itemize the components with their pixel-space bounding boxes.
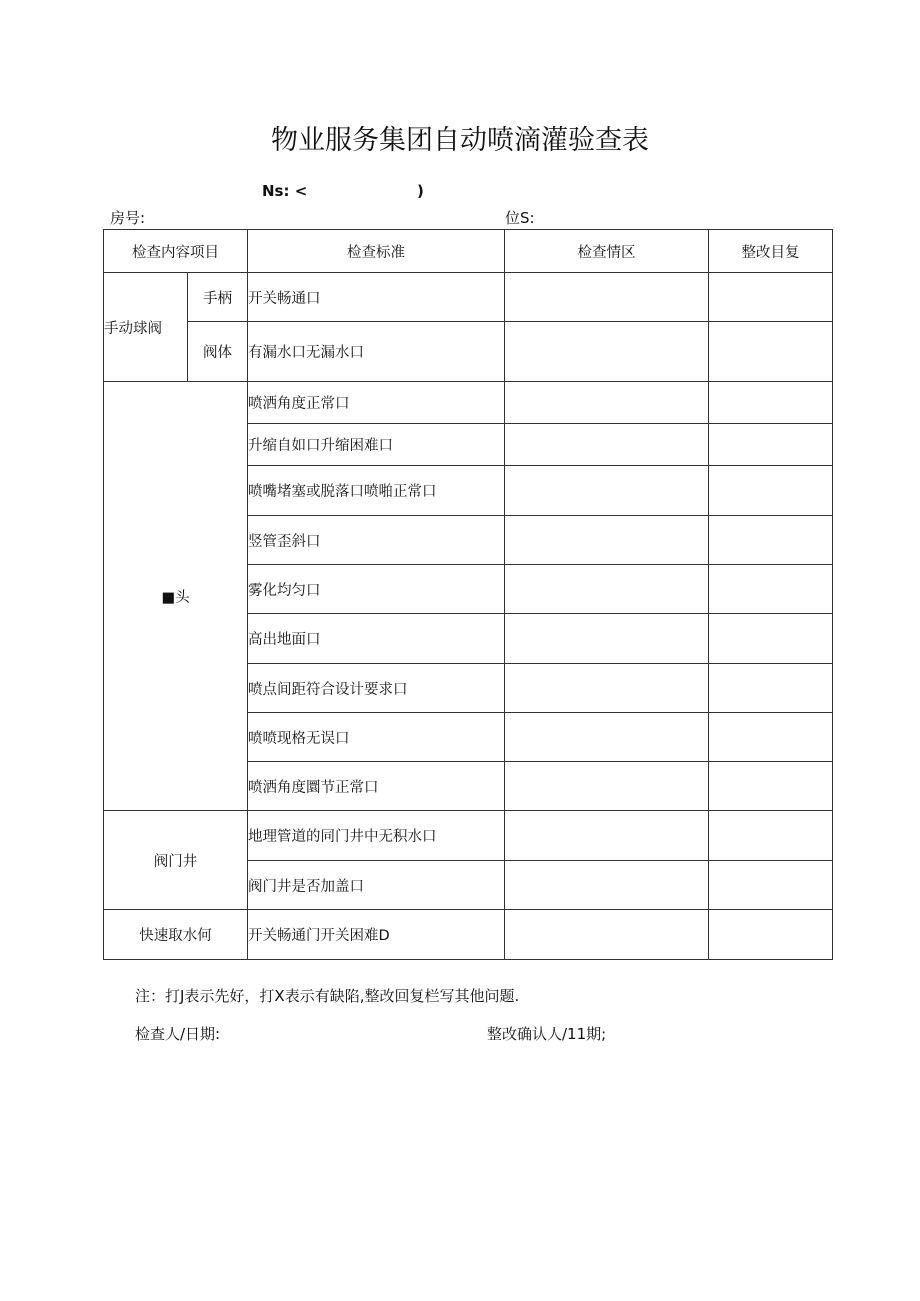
rectify-cell[interactable] <box>709 664 833 713</box>
group-valve-well: 阀门井 <box>104 811 248 910</box>
table-row <box>104 382 833 424</box>
standard-cell: 喷洒角度正常口 <box>248 382 505 424</box>
inspector-label: 检查人/日期: <box>135 1025 221 1043</box>
status-cell[interactable] <box>505 713 709 762</box>
group-hydrant: 快速取水何 <box>104 910 248 960</box>
status-cell[interactable] <box>505 424 709 466</box>
sub-body: 阀体 <box>188 322 248 382</box>
status-cell[interactable] <box>505 664 709 713</box>
rectify-cell[interactable] <box>709 811 833 861</box>
standard-cell: 竖管歪斜口 <box>248 516 505 565</box>
rectify-cell[interactable] <box>709 466 833 516</box>
status-cell[interactable] <box>505 762 709 811</box>
standard-cell: 喷喷现格无误口 <box>248 713 505 762</box>
position-label: 位S: <box>505 209 535 227</box>
rectify-cell[interactable] <box>709 762 833 811</box>
status-cell[interactable] <box>505 614 709 664</box>
rectify-cell[interactable] <box>709 614 833 664</box>
inspection-table <box>103 229 833 960</box>
table-header-row <box>104 230 833 273</box>
form-number-close: ) <box>417 182 424 200</box>
form-number-label: Ns: < <box>262 182 308 200</box>
standard-cell: 雾化均匀口 <box>248 565 505 614</box>
status-cell[interactable] <box>505 466 709 516</box>
form-number <box>262 182 424 200</box>
standard-cell: 喷嘴堵塞或脱落口喷啪正常口 <box>248 466 505 516</box>
rectify-cell[interactable] <box>709 713 833 762</box>
standard-cell: 升缩自如口升缩困难口 <box>248 424 505 466</box>
note-text: 注：打J表示先好，打X表示有缺陷,整改回复栏写其他问题. <box>135 987 520 1005</box>
rectify-cell[interactable] <box>709 861 833 910</box>
rectify-cell[interactable] <box>709 322 833 382</box>
rectify-cell[interactable] <box>709 382 833 424</box>
standard-cell: 阀门井是否加盖口 <box>248 861 505 910</box>
confirm-label: 整改确认人/11期; <box>487 1025 607 1043</box>
rectify-cell[interactable] <box>709 910 833 960</box>
status-cell[interactable] <box>505 516 709 565</box>
header-status: 检查情区 <box>505 230 709 273</box>
room-label: 房号: <box>110 209 146 227</box>
status-cell[interactable] <box>505 910 709 960</box>
status-cell[interactable] <box>505 565 709 614</box>
rectify-cell[interactable] <box>709 424 833 466</box>
status-cell[interactable] <box>505 273 709 322</box>
group-valve: 手动球阀 <box>104 273 188 382</box>
table-row <box>104 910 833 960</box>
standard-cell: 开关畅通门开关困难D <box>248 910 505 960</box>
rectify-cell[interactable] <box>709 565 833 614</box>
table-row <box>104 273 833 322</box>
status-cell[interactable] <box>505 811 709 861</box>
sub-handle: 手柄 <box>188 273 248 322</box>
status-cell[interactable] <box>505 382 709 424</box>
standard-cell: 开关畅通口 <box>248 273 505 322</box>
rectify-cell[interactable] <box>709 273 833 322</box>
page-title: 物业服务集团自动喷滴灌验查表 <box>271 125 649 156</box>
standard-cell: 喷点间距符合设计要求口 <box>248 664 505 713</box>
standard-cell: 喷洒角度圜节正常口 <box>248 762 505 811</box>
standard-cell: 有漏水口无漏水口 <box>248 322 505 382</box>
standard-cell: 高出地面口 <box>248 614 505 664</box>
rectify-cell[interactable] <box>709 516 833 565</box>
group-nozzle: ■头 <box>104 382 248 811</box>
standard-cell: 地理管道的同门井中无积水口 <box>248 811 505 861</box>
header-rectify: 整改目复 <box>709 230 833 273</box>
status-cell[interactable] <box>505 322 709 382</box>
table-row <box>104 811 833 861</box>
header-standard: 检查标准 <box>248 230 505 273</box>
table-row <box>104 322 833 382</box>
status-cell[interactable] <box>505 861 709 910</box>
header-item: 检查内容项目 <box>104 230 248 273</box>
